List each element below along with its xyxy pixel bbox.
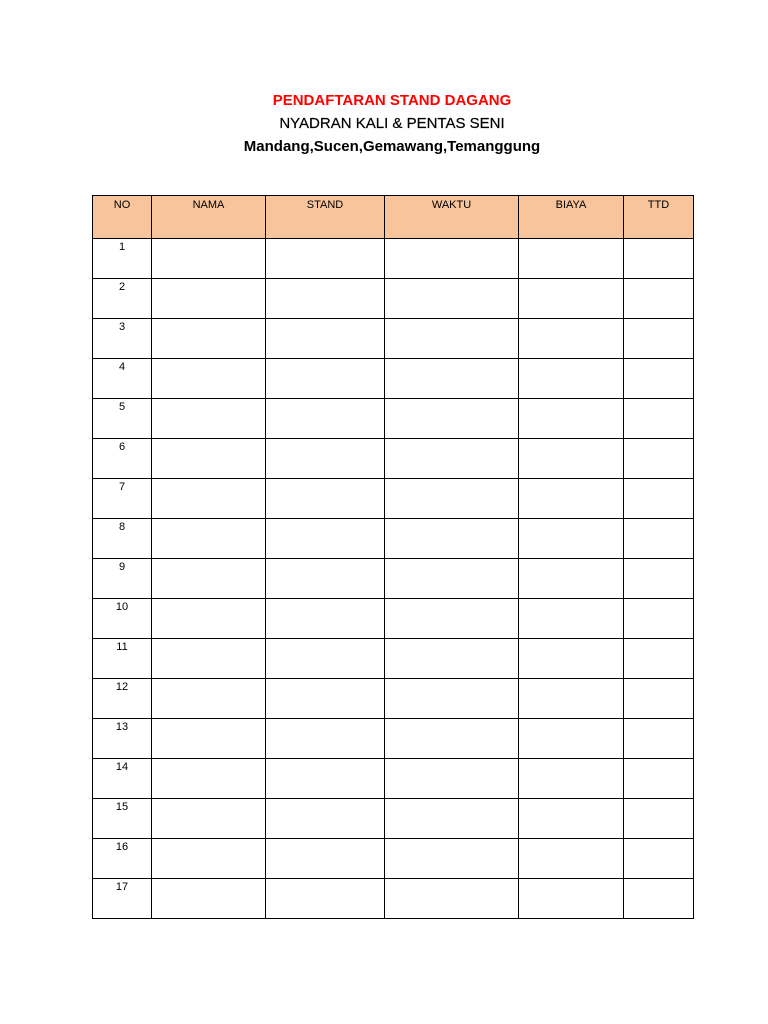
biaya-cell[interactable] xyxy=(519,719,624,759)
waktu-cell[interactable] xyxy=(385,679,519,719)
stand-cell[interactable] xyxy=(266,759,385,799)
table-row xyxy=(93,279,694,319)
ttd-cell[interactable] xyxy=(624,559,694,599)
biaya-cell[interactable] xyxy=(519,399,624,439)
nama-cell[interactable] xyxy=(152,519,266,559)
ttd-cell[interactable] xyxy=(624,799,694,839)
column-header-no: NO xyxy=(93,196,152,239)
table-row xyxy=(93,559,694,599)
waktu-cell[interactable] xyxy=(385,279,519,319)
waktu-cell[interactable] xyxy=(385,239,519,279)
ttd-cell[interactable] xyxy=(624,439,694,479)
ttd-cell[interactable] xyxy=(624,519,694,559)
registration-table xyxy=(92,195,694,919)
waktu-cell[interactable] xyxy=(385,639,519,679)
row-number-cell: 8 xyxy=(93,519,152,559)
table-body xyxy=(93,239,694,919)
nama-cell[interactable] xyxy=(152,319,266,359)
waktu-cell[interactable] xyxy=(385,879,519,919)
table-row xyxy=(93,799,694,839)
table-row xyxy=(93,479,694,519)
ttd-cell[interactable] xyxy=(624,359,694,399)
waktu-cell[interactable] xyxy=(385,719,519,759)
row-number-cell: 17 xyxy=(93,879,152,919)
biaya-cell[interactable] xyxy=(519,879,624,919)
biaya-cell[interactable] xyxy=(519,799,624,839)
stand-cell[interactable] xyxy=(266,559,385,599)
nama-cell[interactable] xyxy=(152,239,266,279)
stand-cell[interactable] xyxy=(266,359,385,399)
ttd-cell[interactable] xyxy=(624,759,694,799)
biaya-cell[interactable] xyxy=(519,559,624,599)
nama-cell[interactable] xyxy=(152,479,266,519)
waktu-cell[interactable] xyxy=(385,319,519,359)
row-number-cell: 13 xyxy=(93,719,152,759)
stand-cell[interactable] xyxy=(266,319,385,359)
nama-cell[interactable] xyxy=(152,679,266,719)
table-row xyxy=(93,599,694,639)
biaya-cell[interactable] xyxy=(519,439,624,479)
table-row xyxy=(93,719,694,759)
ttd-cell[interactable] xyxy=(624,679,694,719)
nama-cell[interactable] xyxy=(152,559,266,599)
column-header-stand: STAND xyxy=(266,196,385,239)
waktu-cell[interactable] xyxy=(385,759,519,799)
nama-cell[interactable] xyxy=(152,799,266,839)
ttd-cell[interactable] xyxy=(624,719,694,759)
row-number-cell: 5 xyxy=(93,399,152,439)
table-row xyxy=(93,879,694,919)
ttd-cell[interactable] xyxy=(624,279,694,319)
stand-cell[interactable] xyxy=(266,639,385,679)
table-row xyxy=(93,359,694,399)
table-row xyxy=(93,679,694,719)
row-number-cell: 14 xyxy=(93,759,152,799)
row-number-cell: 9 xyxy=(93,559,152,599)
row-number-cell: 7 xyxy=(93,479,152,519)
row-number-cell: 16 xyxy=(93,839,152,879)
ttd-cell[interactable] xyxy=(624,239,694,279)
row-number-cell: 6 xyxy=(93,439,152,479)
nama-cell[interactable] xyxy=(152,719,266,759)
stand-cell[interactable] xyxy=(266,519,385,559)
document-subtitle: NYADRAN KALI & PENTAS SENI xyxy=(279,115,505,132)
waktu-cell[interactable] xyxy=(385,479,519,519)
biaya-cell[interactable] xyxy=(519,279,624,319)
stand-cell[interactable] xyxy=(266,279,385,319)
row-number-cell: 15 xyxy=(93,799,152,839)
ttd-cell[interactable] xyxy=(624,599,694,639)
stand-cell[interactable] xyxy=(266,879,385,919)
biaya-cell[interactable] xyxy=(519,359,624,399)
stand-cell[interactable] xyxy=(266,839,385,879)
stand-cell[interactable] xyxy=(266,599,385,639)
nama-cell[interactable] xyxy=(152,359,266,399)
waktu-cell[interactable] xyxy=(385,799,519,839)
nama-cell[interactable] xyxy=(152,879,266,919)
table-row xyxy=(93,239,694,279)
biaya-cell[interactable] xyxy=(519,599,624,639)
column-header-nama: NAMA xyxy=(152,196,266,239)
document-location: Mandang,Sucen,Gemawang,Temanggung xyxy=(243,138,541,155)
table-row xyxy=(93,639,694,679)
ttd-cell[interactable] xyxy=(624,319,694,359)
waktu-cell[interactable] xyxy=(385,399,519,439)
waktu-cell[interactable] xyxy=(385,599,519,639)
nama-cell[interactable] xyxy=(152,599,266,639)
biaya-cell[interactable] xyxy=(519,839,624,879)
column-header-ttd: TTD xyxy=(624,196,694,239)
document-title: PENDAFTARAN STAND DAGANG xyxy=(272,92,512,109)
stand-cell[interactable] xyxy=(266,719,385,759)
ttd-cell[interactable] xyxy=(624,399,694,439)
column-header-biaya: BIAYA xyxy=(519,196,624,239)
nama-cell[interactable] xyxy=(152,279,266,319)
waktu-cell[interactable] xyxy=(385,839,519,879)
biaya-cell[interactable] xyxy=(519,239,624,279)
nama-cell[interactable] xyxy=(152,759,266,799)
ttd-cell[interactable] xyxy=(624,479,694,519)
stand-cell[interactable] xyxy=(266,439,385,479)
biaya-cell[interactable] xyxy=(519,639,624,679)
table-row xyxy=(93,519,694,559)
table-row xyxy=(93,439,694,479)
row-number-cell: 4 xyxy=(93,359,152,399)
table-row xyxy=(93,759,694,799)
stand-cell[interactable] xyxy=(266,479,385,519)
biaya-cell[interactable] xyxy=(519,519,624,559)
nama-cell[interactable] xyxy=(152,639,266,679)
waktu-cell[interactable] xyxy=(385,519,519,559)
table-row xyxy=(93,839,694,879)
row-number-cell: 3 xyxy=(93,319,152,359)
stand-cell[interactable] xyxy=(266,399,385,439)
table-header-row xyxy=(93,196,694,239)
row-number-cell: 12 xyxy=(93,679,152,719)
waktu-cell[interactable] xyxy=(385,359,519,399)
row-number-cell: 1 xyxy=(93,239,152,279)
biaya-cell[interactable] xyxy=(519,759,624,799)
row-number-cell: 2 xyxy=(93,279,152,319)
nama-cell[interactable] xyxy=(152,399,266,439)
stand-cell[interactable] xyxy=(266,679,385,719)
table-row xyxy=(93,319,694,359)
ttd-cell[interactable] xyxy=(624,839,694,879)
column-header-waktu: WAKTU xyxy=(385,196,519,239)
biaya-cell[interactable] xyxy=(519,679,624,719)
ttd-cell[interactable] xyxy=(624,639,694,679)
nama-cell[interactable] xyxy=(152,439,266,479)
waktu-cell[interactable] xyxy=(385,559,519,599)
nama-cell[interactable] xyxy=(152,839,266,879)
biaya-cell[interactable] xyxy=(519,319,624,359)
ttd-cell[interactable] xyxy=(624,879,694,919)
stand-cell[interactable] xyxy=(266,239,385,279)
waktu-cell[interactable] xyxy=(385,439,519,479)
biaya-cell[interactable] xyxy=(519,479,624,519)
document-header xyxy=(0,89,768,158)
row-number-cell: 10 xyxy=(93,599,152,639)
row-number-cell: 11 xyxy=(93,639,152,679)
stand-cell[interactable] xyxy=(266,799,385,839)
table-row xyxy=(93,399,694,439)
